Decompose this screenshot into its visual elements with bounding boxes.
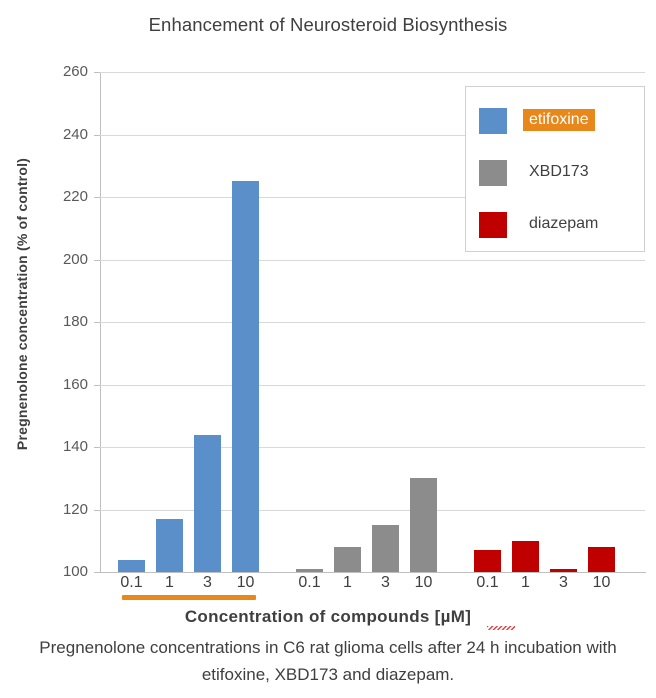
x-tick-label: 10 [592, 574, 611, 591]
x-tick-label: 1 [343, 574, 352, 591]
legend-item-xbd173[interactable] [479, 157, 637, 189]
bar-XBD173-10 [410, 478, 437, 572]
spellcheck-squiggle [487, 626, 515, 630]
bar-diazepam-10 [588, 547, 615, 572]
legend-label-diazepam: diazepam [529, 215, 599, 232]
legend-item-etifoxine[interactable] [479, 105, 637, 137]
y-tick-label: 240 [62, 125, 88, 143]
bar-etifoxine-3 [194, 435, 221, 573]
bar-etifoxine-0.1 [118, 560, 145, 573]
bar-etifoxine-10 [232, 181, 259, 572]
legend-swatch-diazepam [479, 212, 507, 238]
y-tick-label: 160 [62, 375, 88, 393]
x-tick-label: 1 [165, 574, 174, 591]
figure-caption: Pregnenolone concentrations in C6 rat glioma cells after 24 h incubation with etifoxine, XBD173 and diazepam. [39, 638, 617, 684]
chart-title: Enhancement of Neurosteroid Biosynthesis [148, 14, 508, 35]
y-tick-mark [94, 572, 100, 573]
bar-diazepam-0.1 [474, 550, 501, 572]
legend-label-etifoxine: etifoxine [523, 109, 595, 131]
x-tick-label: 3 [381, 574, 390, 591]
legend-swatch-etifoxine [479, 108, 507, 134]
bar-diazepam-1 [512, 541, 539, 572]
y-axis-title: Pregnenolone concentration (% of control) [14, 157, 30, 451]
bar-XBD173-3 [372, 525, 399, 572]
legend [465, 86, 645, 252]
y-tick-label: 100 [62, 563, 88, 580]
y-tick-label: 180 [62, 313, 88, 330]
y-tick-label: 260 [62, 63, 88, 80]
y-tick-label: 200 [62, 250, 88, 268]
legend-swatch-xbd173 [479, 160, 507, 186]
y-tick-label: 140 [62, 438, 88, 455]
legend-label-xbd173: XBD173 [529, 163, 589, 180]
legend-item-diazepam[interactable] [479, 209, 637, 241]
bar-diazepam-3 [550, 569, 577, 572]
x-tick-label: 10 [414, 574, 433, 591]
x-tick-label: 0.1 [476, 574, 499, 591]
y-tick-label: 220 [62, 188, 88, 205]
x-tick-label: 1 [521, 574, 530, 591]
etifoxine-group-underline [122, 595, 256, 600]
x-tick-label: 10 [236, 574, 255, 591]
x-axis-title: Concentration of compounds [µM] [184, 607, 472, 626]
x-tick-label: 0.1 [298, 574, 321, 591]
bar-etifoxine-1 [156, 519, 183, 572]
bar-XBD173-1 [334, 547, 361, 572]
bar-XBD173-0.1 [296, 569, 323, 572]
x-axis-line [100, 572, 646, 573]
x-tick-label: 3 [203, 574, 212, 591]
x-tick-label: 3 [559, 574, 568, 591]
x-tick-label: 0.1 [120, 574, 143, 591]
y-tick-label: 120 [62, 500, 88, 518]
